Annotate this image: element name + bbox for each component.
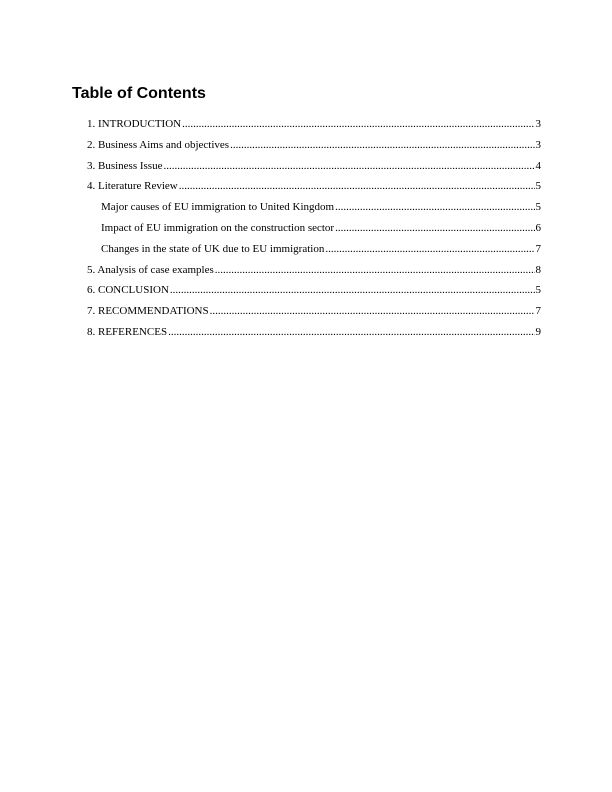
- toc-entry-recommendations[interactable]: [87, 304, 541, 325]
- toc-entry-page: 8: [535, 263, 541, 276]
- toc-entry-conclusion[interactable]: [87, 283, 541, 304]
- toc-dot-leader: [182, 117, 534, 131]
- toc-entry-business-aims[interactable]: [87, 138, 541, 159]
- toc-entry-label: 6. CONCLUSION: [87, 284, 169, 297]
- toc-dot-leader: [210, 304, 535, 318]
- toc-list: [87, 117, 541, 346]
- toc-entry-label: Major causes of EU immigration to United Kingdom: [101, 201, 335, 214]
- toc-entry-analysis[interactable]: [87, 263, 541, 284]
- toc-dot-leader: [163, 159, 534, 173]
- toc-entry-changes-state[interactable]: [87, 242, 541, 263]
- toc-dot-leader: [230, 138, 534, 152]
- toc-entry-references[interactable]: [87, 325, 541, 346]
- toc-entry-label: 5. Analysis of case examples: [87, 263, 214, 276]
- toc-dot-leader: [168, 325, 534, 339]
- toc-entry-major-causes[interactable]: [87, 200, 541, 221]
- toc-dot-leader: [325, 242, 534, 256]
- toc-entry-page: 5: [535, 180, 541, 193]
- toc-title: Table of Contents: [72, 85, 206, 102]
- toc-entry-introduction[interactable]: [87, 117, 541, 138]
- toc-dot-leader: [335, 221, 534, 235]
- toc-entry-label: Impact of EU immigration on the construction sector: [101, 221, 335, 234]
- toc-entry-page: 3: [535, 118, 541, 130]
- toc-entry-business-issue[interactable]: [87, 159, 541, 180]
- toc-entry-page: 4: [535, 159, 541, 172]
- toc-entry-label: 3. Business Issue: [87, 159, 163, 172]
- toc-dot-leader: [179, 179, 535, 193]
- toc-entry-label: 1. INTRODUCTION: [87, 118, 182, 130]
- toc-dot-leader: [215, 263, 535, 277]
- toc-entry-page: 6: [535, 221, 541, 234]
- toc-entry-label: Changes in the state of UK due to EU immigration: [101, 242, 325, 255]
- toc-entry-page: 7: [535, 242, 541, 255]
- toc-entry-literature-review[interactable]: [87, 179, 541, 200]
- toc-entry-impact-construction[interactable]: [87, 221, 541, 242]
- toc-entry-page: 7: [535, 305, 541, 318]
- toc-entry-page: 5: [535, 201, 541, 214]
- toc-entry-label: 4. Literature Review: [87, 180, 178, 193]
- toc-entry-page: 5: [535, 284, 541, 297]
- toc-entry-label: 7. RECOMMENDATIONS: [87, 305, 209, 318]
- toc-dot-leader: [170, 283, 535, 297]
- toc-entry-label: 2. Business Aims and objectives: [87, 138, 230, 151]
- toc-entry-page: 3: [535, 138, 541, 151]
- toc-entry-page: 9: [535, 325, 541, 338]
- toc-entry-label: 8. REFERENCES: [87, 325, 168, 338]
- toc-dot-leader: [335, 200, 534, 214]
